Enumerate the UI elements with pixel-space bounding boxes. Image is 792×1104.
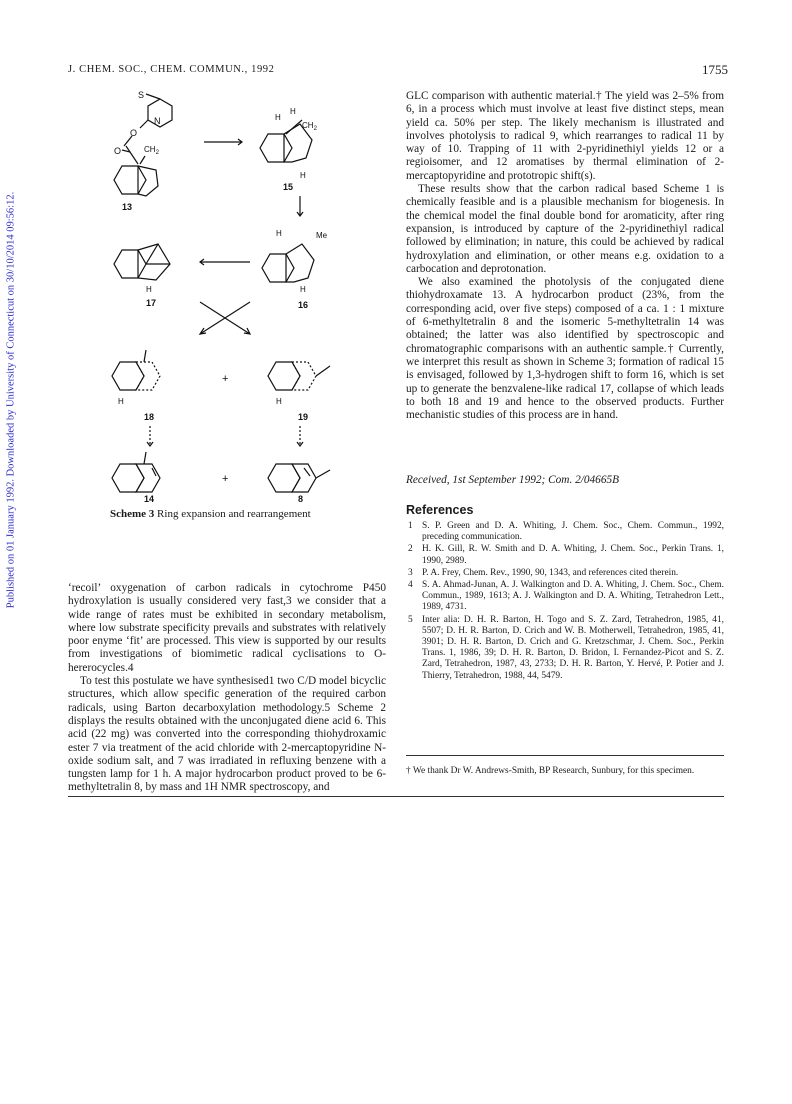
download-watermark — [4, 120, 18, 680]
atom-ch2: $CH_2$ — [144, 145, 159, 156]
references-list — [406, 521, 724, 683]
atom-n: N — [154, 116, 161, 126]
svg-text:H: H — [300, 171, 306, 180]
compound-8 — [268, 464, 330, 492]
svg-text:H: H — [276, 229, 282, 238]
compound-17 — [114, 244, 170, 294]
references-title: References — [406, 503, 474, 517]
running-header: J. CHEM. SOC., CHEM. COMMUN., 1992 — [68, 64, 275, 75]
compound-13 — [114, 90, 172, 196]
atom-o2: O — [114, 146, 122, 156]
label-19: 19 — [298, 412, 309, 422]
svg-text:H: H — [276, 397, 282, 406]
compound-14 — [112, 452, 160, 492]
atom-o: O — [130, 128, 138, 138]
scheme-3-structures — [100, 84, 362, 504]
right-paragraph-2: These results show that the carbon radical based Scheme 1 is chemically feasible and is a plausible mechanism for biogenesis. In the chemical model the final double bond for aromaticity, after ring expansion, is introduced by capture of the 2-pyridinethiyl radical followed by elimination; in nature, this could be achieved by radical hydroxylation and elimination, or other means e.g. oxidation to a carbocation and deprotonation. — [406, 183, 724, 275]
label-13: 13 — [122, 202, 133, 212]
scheme-caption-text: Ring expansion and rearrangement — [154, 508, 311, 520]
reference-item: 4 S. A. Ahmad-Junan, A. J. Walkington and D. A. Whiting, J. Chem. Soc., Chem. Commun., 1989, 1613; A. J. Walkington and D. A. Whiting, Tetrahedron Lett., 1989, 4731. — [408, 580, 724, 613]
atom-ch2-15: $CH_2$ — [302, 121, 317, 132]
atom-s: S — [138, 90, 145, 100]
reference-item: 1 S. P. Green and D. A. Whiting, J. Chem. Soc., Chem. Commun., 1992, preceding communication. — [408, 521, 724, 543]
label-17: 17 — [146, 298, 157, 308]
label-18: 18 — [144, 412, 155, 422]
svg-text:H: H — [146, 285, 152, 294]
scheme-caption — [110, 508, 311, 520]
compound-19 — [268, 362, 330, 406]
reference-item: 5 Inter alia: D. H. R. Barton, H. Togo and S. Z. Zard, Tetrahedron, 1985, 41, 5507; D. H. R. Barton, D. Crich and W. B. Motherwell, Tetrahedron, 1985, 41, 3901; D. H. R. Barton, D. Crich and G. Kretzschmar, J. Chem. Soc., Perkin Trans. 1, 1986, 39; D. H. R. Barton, D. Bridon, I. Fernandez-Picot and S. Z. Zard, Tetrahedron, 1987, 43, 2733; D. H. R. Barton, Y. Hervé, P. Potier and J. Thierry, Tetrahedron, 1988, 44, 5479. — [408, 614, 724, 681]
right-column — [406, 90, 724, 422]
footnote-rule — [406, 755, 724, 756]
reference-item: 2 H. K. Gill, R. W. Smith and D. A. Whiting, J. Chem. Soc., Perkin Trans. 1, 1990, 2989. — [408, 544, 724, 566]
compound-18 — [112, 350, 160, 406]
label-8: 8 — [298, 494, 304, 504]
reference-item: 3 P. A. Frey, Chem. Rev., 1990, 90, 1343, and references cited therein. — [408, 567, 679, 578]
download-note: Published on 01 January 1992. Downloaded by University of Connecticut on 30/10/2014 09:56:12. — [5, 191, 17, 609]
compound-16 — [262, 229, 328, 294]
svg-text:H: H — [275, 113, 281, 122]
label-14: 14 — [144, 494, 155, 504]
left-column — [68, 582, 386, 795]
received-line: Received, 1st September 1992; Com. 2/04665B — [406, 474, 620, 486]
scheme-caption-bold: Scheme 3 — [110, 508, 155, 520]
atom-me: Me — [316, 231, 328, 240]
left-paragraph-1: ‘recoil’ oxygenation of carbon radicals in cytochrome P450 hydroxylation is usually considered very fast,3 we consider that a wide range of rates must be exhibited in secondary metabolism, where low substrate specificity prevails and substrates with relatively poor enyme ‘fit’ are processed. This view is supported by our results from investigations of biomimetic radical cyclisations to O-hererocycles.4 — [68, 582, 386, 674]
footnote: † We thank Dr W. Andrews-Smith, BP Research, Sunbury, for this specimen. — [406, 766, 695, 776]
left-paragraph-2: To test this postulate we have synthesised1 two C/D model bicyclic structures, which allow specific generation of the required carbon radicals, using Barton decarboxylation methodology.5 Scheme 2 displays the results obtained with the unconjugated diene acid 6. This acid (22 mg) was converted into the corresponding thiohydroxamic ester 7 via treatment of the acid chloride with 2-mercaptopyridine N-oxide sodium salt, and 7 was irradiated in refluxing benzene with a tungsten lamp for 1 h. A major hydrocarbon product proved to be 6-methyltetralin 8, by mass and 1H NMR spectroscopy, and — [68, 675, 386, 794]
label-16: 16 — [298, 300, 309, 310]
svg-text:H: H — [118, 397, 124, 406]
plus-sign-2: + — [222, 473, 229, 485]
right-paragraph-1: GLC comparison with authentic material.† The yield was 2–5% from 6, in a process which must involve at least five distinct steps, mean yield ca. 50% per step. The likely mechanism is illustrated and involves photolysis to radical 9, which rearranges to radical 11 by way of 10. Trapping of 11 with 2-pyridinethiyl yields 12 or a regioisomer, and 12 aromatises by thermal elimination of 2-mercaptopyridine and prototropic shift(s). — [406, 90, 724, 182]
plus-sign-1: + — [222, 373, 229, 385]
svg-text:H: H — [290, 107, 296, 116]
page-number: 1755 — [702, 62, 728, 77]
page-bottom-rule — [68, 796, 724, 797]
label-15: 15 — [283, 182, 294, 192]
svg-text:H: H — [300, 285, 306, 294]
compound-15 — [260, 107, 318, 180]
right-paragraph-3: We also examined the photolysis of the conjugated diene thiohydroxamate 13. A hydrocarbon product (23%, from the corresponding acid, over five steps) composed of a ca. 1 : 1 mixture of 6-methyltetralin 8 and the isomeric 5-methyltetralin 14 was obtained; the latter was also identified by spectroscopic and chromatographic comparisons with an authentic sample.† Currently, we interpret this result as shown in Scheme 3; formation of radical 15 is envisaged, followed by 1,3-hydrogen shift to form 16, which is set up to generate the benzvalene-like radical 17, collapse of which leads to both 18 and 19 and hence to the observed products. Further mechanistic studies of this process are in hand. — [406, 276, 724, 422]
